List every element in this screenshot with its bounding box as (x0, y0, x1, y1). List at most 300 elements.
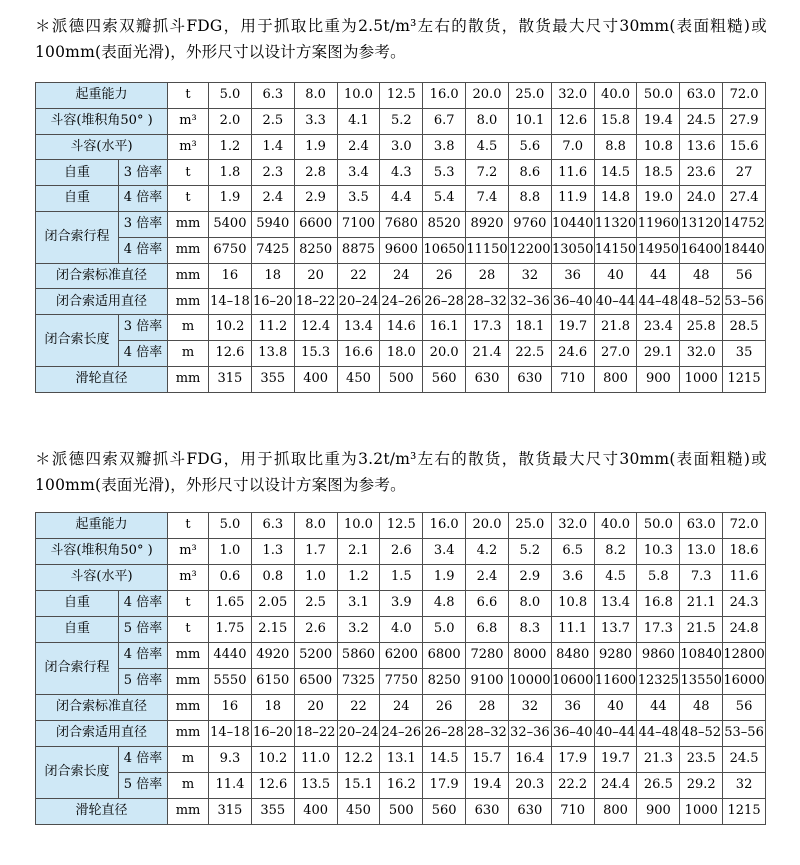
value-cell: 5.0 (209, 513, 252, 539)
value-cell: 3.5 (337, 186, 380, 212)
unit-cell: mm (168, 643, 209, 669)
value-cell: 8.8 (508, 186, 551, 212)
row-label-cell: 斗容(水平) (36, 565, 168, 591)
value-cell: 7425 (251, 237, 294, 263)
value-cell: 14–18 (209, 289, 252, 315)
value-cell: 20.0 (466, 513, 509, 539)
value-cell: 11150 (466, 237, 509, 263)
value-cell: 7680 (380, 211, 423, 237)
value-cell: 6.7 (423, 108, 466, 134)
row-label-cell: 闭合索适用直径 (36, 721, 168, 747)
value-cell: 11.4 (209, 773, 252, 799)
value-cell: 16.4 (508, 747, 551, 773)
row-sublabel-cell: 3 倍率 (119, 315, 168, 341)
value-cell: 4440 (209, 643, 252, 669)
value-cell: 16.8 (637, 591, 680, 617)
table-row (36, 513, 766, 539)
value-cell: 315 (209, 799, 252, 825)
value-cell: 48–52 (680, 289, 723, 315)
value-cell: 14950 (637, 237, 680, 263)
value-cell: 5.2 (380, 108, 423, 134)
row-label-cell: 自重 (36, 186, 119, 212)
row-sublabel-cell: 3 倍率 (119, 160, 168, 186)
value-cell: 21.4 (466, 340, 509, 366)
value-cell: 2.3 (251, 160, 294, 186)
table-row (36, 695, 766, 721)
value-cell: 16400 (680, 237, 723, 263)
value-cell: 21.1 (680, 591, 723, 617)
table-row (36, 315, 766, 341)
value-cell: 710 (551, 366, 594, 392)
value-cell: 32–36 (508, 721, 551, 747)
value-cell: 2.4 (466, 565, 509, 591)
value-cell: 355 (251, 366, 294, 392)
value-cell: 2.6 (294, 617, 337, 643)
value-cell: 1.65 (209, 591, 252, 617)
value-cell: 12.2 (337, 747, 380, 773)
value-cell: 5.3 (423, 160, 466, 186)
value-cell: 53–56 (723, 289, 766, 315)
value-cell: 16000 (723, 669, 766, 695)
value-cell: 6.5 (551, 539, 594, 565)
value-cell: 8.8 (594, 134, 637, 160)
value-cell: 28–32 (466, 289, 509, 315)
value-cell: 16–20 (251, 721, 294, 747)
value-cell: 355 (251, 799, 294, 825)
row-sublabel-cell: 4 倍率 (119, 237, 168, 263)
row-label-cell: 闭合索适用直径 (36, 289, 168, 315)
row-sublabel-cell: 5 倍率 (119, 617, 168, 643)
value-cell: 19.7 (551, 315, 594, 341)
value-cell: 5.2 (508, 539, 551, 565)
table-row (36, 773, 766, 799)
value-cell: 1.9 (294, 134, 337, 160)
value-cell: 900 (637, 366, 680, 392)
value-cell: 5550 (209, 669, 252, 695)
unit-cell: t (168, 591, 209, 617)
row-label-cell: 滑轮直径 (36, 799, 168, 825)
row-label-cell: 自重 (36, 591, 119, 617)
value-cell: 20–24 (337, 721, 380, 747)
value-cell: 27.0 (594, 340, 637, 366)
value-cell: 8000 (508, 643, 551, 669)
value-cell: 40.0 (594, 513, 637, 539)
value-cell: 1.0 (209, 539, 252, 565)
value-cell: 18.0 (380, 340, 423, 366)
value-cell: 5940 (251, 211, 294, 237)
value-cell: 12.4 (294, 315, 337, 341)
unit-cell: m (168, 340, 209, 366)
row-label-cell: 斗容(水平) (36, 134, 168, 160)
value-cell: 0.8 (251, 565, 294, 591)
value-cell: 8.0 (294, 513, 337, 539)
value-cell: 22 (337, 263, 380, 289)
value-cell: 2.4 (251, 186, 294, 212)
value-cell: 9100 (466, 669, 509, 695)
unit-cell: t (168, 617, 209, 643)
value-cell: 1.2 (209, 134, 252, 160)
value-cell: 13550 (680, 669, 723, 695)
value-cell: 44–48 (637, 721, 680, 747)
value-cell: 5.6 (508, 134, 551, 160)
value-cell: 10600 (551, 669, 594, 695)
value-cell: 5200 (294, 643, 337, 669)
value-cell: 10650 (423, 237, 466, 263)
value-cell: 10440 (551, 211, 594, 237)
value-cell: 44 (637, 695, 680, 721)
value-cell: 18 (251, 695, 294, 721)
value-cell: 6.8 (466, 617, 509, 643)
value-cell: 14.8 (594, 186, 637, 212)
value-cell: 19.4 (637, 108, 680, 134)
value-cell: 630 (508, 799, 551, 825)
value-cell: 8480 (551, 643, 594, 669)
value-cell: 8920 (466, 211, 509, 237)
value-cell: 8.3 (508, 617, 551, 643)
value-cell: 22 (337, 695, 380, 721)
value-cell: 13050 (551, 237, 594, 263)
value-cell: 24.5 (723, 747, 766, 773)
value-cell: 13.0 (680, 539, 723, 565)
value-cell: 36–40 (551, 289, 594, 315)
value-cell: 15.3 (294, 340, 337, 366)
value-cell: 400 (294, 799, 337, 825)
value-cell: 16.0 (423, 83, 466, 109)
value-cell: 630 (466, 366, 509, 392)
value-cell: 7.4 (466, 186, 509, 212)
value-cell: 19.7 (594, 747, 637, 773)
row-label-cell: 闭合索标准直径 (36, 263, 168, 289)
value-cell: 630 (508, 366, 551, 392)
table-row (36, 799, 766, 825)
row-sublabel-cell: 4 倍率 (119, 591, 168, 617)
value-cell: 6.6 (466, 591, 509, 617)
value-cell: 72.0 (723, 83, 766, 109)
value-cell: 25.0 (508, 83, 551, 109)
value-cell: 560 (423, 799, 466, 825)
value-cell: 15.1 (337, 773, 380, 799)
value-cell: 3.6 (551, 565, 594, 591)
value-cell: 20.0 (423, 340, 466, 366)
value-cell: 50.0 (637, 83, 680, 109)
table-row (36, 643, 766, 669)
value-cell: 9600 (380, 237, 423, 263)
unit-cell: t (168, 513, 209, 539)
value-cell: 13.6 (680, 134, 723, 160)
table-row (36, 669, 766, 695)
value-cell: 13.7 (594, 617, 637, 643)
value-cell: 10.1 (508, 108, 551, 134)
table-row (36, 591, 766, 617)
value-cell: 10000 (508, 669, 551, 695)
table-row (36, 263, 766, 289)
value-cell: 6750 (209, 237, 252, 263)
value-cell: 9760 (508, 211, 551, 237)
value-cell: 15.6 (723, 134, 766, 160)
value-cell: 1215 (723, 366, 766, 392)
value-cell: 6.3 (251, 513, 294, 539)
row-label-cell: 闭合索长度 (36, 315, 119, 367)
value-cell: 20–24 (337, 289, 380, 315)
value-cell: 12200 (508, 237, 551, 263)
unit-cell: mm (168, 721, 209, 747)
table-row (36, 539, 766, 565)
value-cell: 36 (551, 263, 594, 289)
value-cell: 36–40 (551, 721, 594, 747)
value-cell: 13.1 (380, 747, 423, 773)
value-cell: 16 (209, 263, 252, 289)
value-cell: 44 (637, 263, 680, 289)
value-cell: 12.6 (209, 340, 252, 366)
value-cell: 710 (551, 799, 594, 825)
value-cell: 2.5 (294, 591, 337, 617)
value-cell: 22.5 (508, 340, 551, 366)
value-cell: 6600 (294, 211, 337, 237)
value-cell: 16.2 (380, 773, 423, 799)
row-label-cell: 起重能力 (36, 83, 168, 109)
row-label-cell: 斗容(堆积角50° ) (36, 108, 168, 134)
value-cell: 3.8 (423, 134, 466, 160)
value-cell: 6150 (251, 669, 294, 695)
unit-cell: m³ (168, 108, 209, 134)
value-cell: 18.1 (508, 315, 551, 341)
value-cell: 0.6 (209, 565, 252, 591)
value-cell: 18 (251, 263, 294, 289)
value-cell: 3.3 (294, 108, 337, 134)
table-row (36, 617, 766, 643)
table-row (36, 211, 766, 237)
value-cell: 14.5 (594, 160, 637, 186)
value-cell: 2.6 (380, 539, 423, 565)
spec-table-fdg-3-2 (35, 512, 766, 825)
value-cell: 4.5 (466, 134, 509, 160)
value-cell: 6800 (423, 643, 466, 669)
unit-cell: m³ (168, 565, 209, 591)
value-cell: 20.3 (508, 773, 551, 799)
value-cell: 40 (594, 695, 637, 721)
value-cell: 11.9 (551, 186, 594, 212)
table-row (36, 721, 766, 747)
value-cell: 19.4 (466, 773, 509, 799)
value-cell: 11.0 (294, 747, 337, 773)
value-cell: 13.5 (294, 773, 337, 799)
row-sublabel-cell: 4 倍率 (119, 643, 168, 669)
value-cell: 1.9 (209, 186, 252, 212)
value-cell: 12325 (637, 669, 680, 695)
table-row (36, 83, 766, 109)
value-cell: 26–28 (423, 289, 466, 315)
value-cell: 32.0 (551, 513, 594, 539)
value-cell: 11.6 (723, 565, 766, 591)
row-sublabel-cell: 5 倍率 (119, 669, 168, 695)
value-cell: 7100 (337, 211, 380, 237)
value-cell: 11320 (594, 211, 637, 237)
value-cell: 13.4 (594, 591, 637, 617)
value-cell: 32.0 (680, 340, 723, 366)
value-cell: 16.0 (423, 513, 466, 539)
value-cell: 40 (594, 263, 637, 289)
value-cell: 10.0 (337, 83, 380, 109)
value-cell: 3.1 (337, 591, 380, 617)
value-cell: 28–32 (466, 721, 509, 747)
unit-cell: m (168, 315, 209, 341)
value-cell: 5860 (337, 643, 380, 669)
table-row (36, 160, 766, 186)
value-cell: 1000 (680, 366, 723, 392)
row-label-cell: 滑轮直径 (36, 366, 168, 392)
value-cell: 4.5 (594, 565, 637, 591)
value-cell: 63.0 (680, 513, 723, 539)
table-row (36, 108, 766, 134)
spec-table-fdg-2-5 (35, 82, 766, 393)
intro-paragraph-2: ＊派德四索双瓣抓斗FDG，用于抓取比重为3.2t/m³左右的散货，散货最大尺寸30mm(表面粗糙)或100mm(表面光滑)，外形尺寸以设计方案图为参考。 (35, 450, 767, 494)
value-cell: 1.5 (380, 565, 423, 591)
value-cell: 10.3 (637, 539, 680, 565)
value-cell: 315 (209, 366, 252, 392)
row-sublabel-cell: 4 倍率 (119, 340, 168, 366)
value-cell: 3.4 (337, 160, 380, 186)
value-cell: 10.2 (251, 747, 294, 773)
value-cell: 15.8 (594, 108, 637, 134)
value-cell: 26 (423, 695, 466, 721)
value-cell: 8250 (294, 237, 337, 263)
value-cell: 12.6 (251, 773, 294, 799)
value-cell: 36 (551, 695, 594, 721)
value-cell: 27.9 (723, 108, 766, 134)
row-label-cell: 闭合索标准直径 (36, 695, 168, 721)
table-row (36, 747, 766, 773)
value-cell: 15.7 (466, 747, 509, 773)
table-row (36, 340, 766, 366)
unit-cell: mm (168, 669, 209, 695)
value-cell: 21.5 (680, 617, 723, 643)
value-cell: 2.9 (294, 186, 337, 212)
value-cell: 4.8 (423, 591, 466, 617)
value-cell: 8.2 (594, 539, 637, 565)
value-cell: 26.5 (637, 773, 680, 799)
unit-cell: mm (168, 366, 209, 392)
value-cell: 800 (594, 366, 637, 392)
value-cell: 1.0 (294, 565, 337, 591)
value-cell: 18.5 (637, 160, 680, 186)
table-row (36, 289, 766, 315)
value-cell: 12.6 (551, 108, 594, 134)
value-cell: 21.3 (637, 747, 680, 773)
value-cell: 63.0 (680, 83, 723, 109)
value-cell: 32–36 (508, 289, 551, 315)
value-cell: 16.6 (337, 340, 380, 366)
value-cell: 560 (423, 366, 466, 392)
row-label-cell: 斗容(堆积角50° ) (36, 539, 168, 565)
value-cell: 5.0 (209, 83, 252, 109)
value-cell: 5400 (209, 211, 252, 237)
value-cell: 28 (466, 263, 509, 289)
value-cell: 29.2 (680, 773, 723, 799)
value-cell: 2.0 (209, 108, 252, 134)
value-cell: 17.9 (551, 747, 594, 773)
unit-cell: t (168, 160, 209, 186)
unit-cell: mm (168, 799, 209, 825)
value-cell: 10840 (680, 643, 723, 669)
unit-cell: t (168, 83, 209, 109)
value-cell: 20.0 (466, 83, 509, 109)
value-cell: 22.2 (551, 773, 594, 799)
value-cell: 8.0 (294, 83, 337, 109)
value-cell: 7750 (380, 669, 423, 695)
value-cell: 17.9 (423, 773, 466, 799)
value-cell: 4.0 (380, 617, 423, 643)
value-cell: 8.0 (508, 591, 551, 617)
value-cell: 28 (466, 695, 509, 721)
value-cell: 2.4 (337, 134, 380, 160)
row-label-cell: 起重能力 (36, 513, 168, 539)
value-cell: 23.5 (680, 747, 723, 773)
value-cell: 16.1 (423, 315, 466, 341)
value-cell: 4920 (251, 643, 294, 669)
value-cell: 14150 (594, 237, 637, 263)
unit-cell: mm (168, 211, 209, 237)
value-cell: 35 (723, 340, 766, 366)
value-cell: 25.0 (508, 513, 551, 539)
value-cell: 8520 (423, 211, 466, 237)
value-cell: 26–28 (423, 721, 466, 747)
row-sublabel-cell: 4 倍率 (119, 186, 168, 212)
value-cell: 1215 (723, 799, 766, 825)
table-row (36, 134, 766, 160)
value-cell: 400 (294, 366, 337, 392)
value-cell: 7.3 (680, 565, 723, 591)
value-cell: 24.0 (680, 186, 723, 212)
value-cell: 11.6 (551, 160, 594, 186)
value-cell: 19.0 (637, 186, 680, 212)
row-label-cell: 自重 (36, 160, 119, 186)
value-cell: 1.2 (337, 565, 380, 591)
value-cell: 11.2 (251, 315, 294, 341)
value-cell: 2.8 (294, 160, 337, 186)
value-cell: 2.5 (251, 108, 294, 134)
value-cell: 7280 (466, 643, 509, 669)
value-cell: 40–44 (594, 289, 637, 315)
unit-cell: t (168, 186, 209, 212)
value-cell: 24.6 (551, 340, 594, 366)
value-cell: 56 (723, 263, 766, 289)
value-cell: 44–48 (637, 289, 680, 315)
value-cell: 24 (380, 695, 423, 721)
value-cell: 1.7 (294, 539, 337, 565)
value-cell: 3.4 (423, 539, 466, 565)
value-cell: 800 (594, 799, 637, 825)
value-cell: 4.2 (466, 539, 509, 565)
value-cell: 24.5 (680, 108, 723, 134)
value-cell: 24.4 (594, 773, 637, 799)
value-cell: 48–52 (680, 721, 723, 747)
value-cell: 2.05 (251, 591, 294, 617)
value-cell: 2.1 (337, 539, 380, 565)
value-cell: 9280 (594, 643, 637, 669)
value-cell: 20 (294, 263, 337, 289)
value-cell: 29.1 (637, 340, 680, 366)
value-cell: 10.0 (337, 513, 380, 539)
value-cell: 32 (723, 773, 766, 799)
value-cell: 24.8 (723, 617, 766, 643)
value-cell: 4.1 (337, 108, 380, 134)
unit-cell: m (168, 773, 209, 799)
value-cell: 8.6 (508, 160, 551, 186)
value-cell: 23.6 (680, 160, 723, 186)
value-cell: 630 (466, 799, 509, 825)
value-cell: 12800 (723, 643, 766, 669)
value-cell: 10.2 (209, 315, 252, 341)
